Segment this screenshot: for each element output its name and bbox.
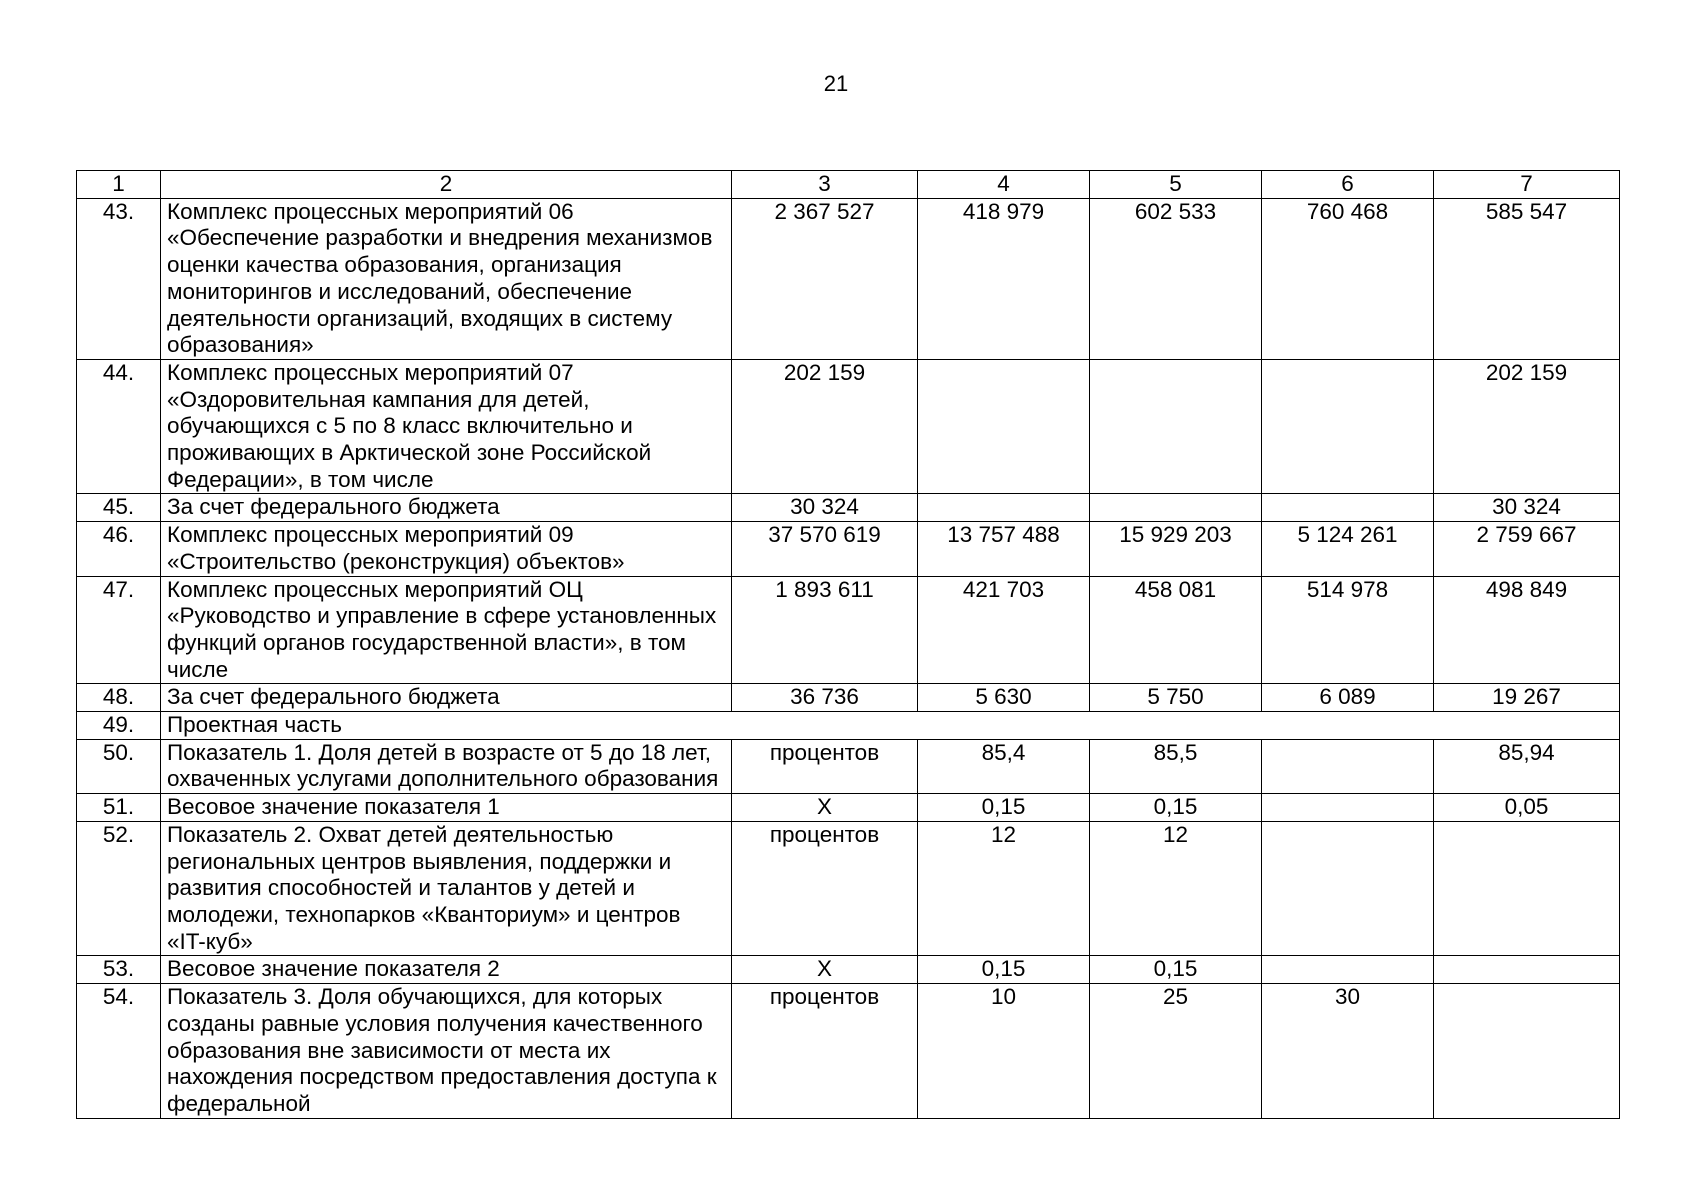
row-number: 50.	[77, 739, 161, 793]
cell-value: процентов	[732, 821, 918, 956]
column-header: 1	[77, 171, 161, 199]
cell-value: 0,15	[918, 956, 1090, 984]
budget-table	[76, 170, 1620, 1119]
cell-value: 202 159	[732, 359, 918, 494]
table-row	[77, 956, 1620, 984]
cell-value: 6 089	[1262, 684, 1434, 712]
cell-value: 5 750	[1090, 684, 1262, 712]
cell-value: 36 736	[732, 684, 918, 712]
row-description: Комплекс процессных мероприятий 06 «Обеспечение разработки и внедрения механизмов оценки качества образования, организация мониторингов и исследований, обеспечение деятельности организаций, входящих в систему образования»	[161, 198, 732, 359]
cell-value: 10	[918, 984, 1090, 1119]
column-header: 2	[161, 171, 732, 199]
row-number: 49.	[77, 712, 161, 740]
cell-value: 25	[1090, 984, 1262, 1119]
table-row	[77, 794, 1620, 822]
cell-value: 37 570 619	[732, 522, 918, 576]
column-header: 6	[1262, 171, 1434, 199]
table-row	[77, 522, 1620, 576]
cell-value: 13 757 488	[918, 522, 1090, 576]
cell-value: 30 324	[732, 494, 918, 522]
cell-value	[1434, 956, 1620, 984]
cell-value: 0,05	[1434, 794, 1620, 822]
cell-value: 5 124 261	[1262, 522, 1434, 576]
cell-value: 30	[1262, 984, 1434, 1119]
row-description: Комплекс процессных мероприятий 07 «Оздоровительная кампания для детей, обучающихся с 5 по 8 класс включительно и проживающих в Арктической зоне Российской Федерации», в том числе	[161, 359, 732, 494]
table-row	[77, 576, 1620, 684]
cell-value: 458 081	[1090, 576, 1262, 684]
cell-value	[1262, 359, 1434, 494]
cell-value: 0,15	[918, 794, 1090, 822]
cell-value: X	[732, 794, 918, 822]
cell-value: 85,5	[1090, 739, 1262, 793]
row-number: 43.	[77, 198, 161, 359]
cell-value: 585 547	[1434, 198, 1620, 359]
table-row	[77, 821, 1620, 956]
cell-value: 2 367 527	[732, 198, 918, 359]
cell-value: 30 324	[1434, 494, 1620, 522]
table-row	[77, 739, 1620, 793]
row-description: Показатель 2. Охват детей деятельностью региональных центров выявления, поддержки и развития способностей и талантов у детей и молодежи, технопарков «Кванториум» и центров «IT-куб»	[161, 821, 732, 956]
row-description: Показатель 1. Доля детей в возрасте от 5 до 18 лет, охваченных услугами дополнительного образования	[161, 739, 732, 793]
cell-value: X	[732, 956, 918, 984]
cell-value	[1090, 359, 1262, 494]
row-number: 48.	[77, 684, 161, 712]
row-number: 52.	[77, 821, 161, 956]
cell-value	[1262, 956, 1434, 984]
cell-value: 5 630	[918, 684, 1090, 712]
row-number: 53.	[77, 956, 161, 984]
cell-value: процентов	[732, 739, 918, 793]
cell-value	[1262, 739, 1434, 793]
cell-value: процентов	[732, 984, 918, 1119]
cell-value: 85,94	[1434, 739, 1620, 793]
row-description: За счет федерального бюджета	[161, 494, 732, 522]
table-row	[77, 359, 1620, 494]
cell-value: 19 267	[1434, 684, 1620, 712]
cell-value: 85,4	[918, 739, 1090, 793]
row-number: 46.	[77, 522, 161, 576]
cell-value: 602 533	[1090, 198, 1262, 359]
row-number: 47.	[77, 576, 161, 684]
cell-value: 15 929 203	[1090, 522, 1262, 576]
table-header-row	[77, 171, 1620, 199]
row-description: За счет федерального бюджета	[161, 684, 732, 712]
row-number: 54.	[77, 984, 161, 1119]
cell-value: 498 849	[1434, 576, 1620, 684]
cell-value: 421 703	[918, 576, 1090, 684]
cell-value: 1 893 611	[732, 576, 918, 684]
cell-value: 514 978	[1262, 576, 1434, 684]
row-description: Весовое значение показателя 1	[161, 794, 732, 822]
row-description: Показатель 3. Доля обучающихся, для которых созданы равные условия получения качественного образования вне зависимости от места их нахождения посредством предоставления доступа к федеральной	[161, 984, 732, 1119]
cell-value	[1434, 821, 1620, 956]
cell-value	[1262, 494, 1434, 522]
table-row	[77, 198, 1620, 359]
cell-value: 418 979	[918, 198, 1090, 359]
table-row	[77, 684, 1620, 712]
cell-value: 202 159	[1434, 359, 1620, 494]
cell-value	[1262, 821, 1434, 956]
row-section-title: Проектная часть	[161, 712, 1620, 740]
row-description: Комплекс процессных мероприятий 09 «Строительство (реконструкция) объектов»	[161, 522, 732, 576]
table-row	[77, 712, 1620, 740]
cell-value	[1090, 494, 1262, 522]
cell-value: 2 759 667	[1434, 522, 1620, 576]
row-description: Весовое значение показателя 2	[161, 956, 732, 984]
column-header: 5	[1090, 171, 1262, 199]
column-header: 7	[1434, 171, 1620, 199]
table-row	[77, 494, 1620, 522]
row-description: Комплекс процессных мероприятий ОЦ «Руководство и управление в сфере установленных функций органов государственной власти», в том числе	[161, 576, 732, 684]
cell-value: 760 468	[1262, 198, 1434, 359]
row-number: 45.	[77, 494, 161, 522]
column-header: 3	[732, 171, 918, 199]
cell-value: 12	[918, 821, 1090, 956]
row-number: 51.	[77, 794, 161, 822]
cell-value	[1434, 984, 1620, 1119]
row-number: 44.	[77, 359, 161, 494]
page-number: 21	[823, 71, 849, 96]
cell-value	[1262, 794, 1434, 822]
table-row	[77, 984, 1620, 1119]
column-header: 4	[918, 171, 1090, 199]
cell-value: 0,15	[1090, 956, 1262, 984]
cell-value: 0,15	[1090, 794, 1262, 822]
cell-value	[918, 494, 1090, 522]
cell-value: 12	[1090, 821, 1262, 956]
cell-value	[918, 359, 1090, 494]
